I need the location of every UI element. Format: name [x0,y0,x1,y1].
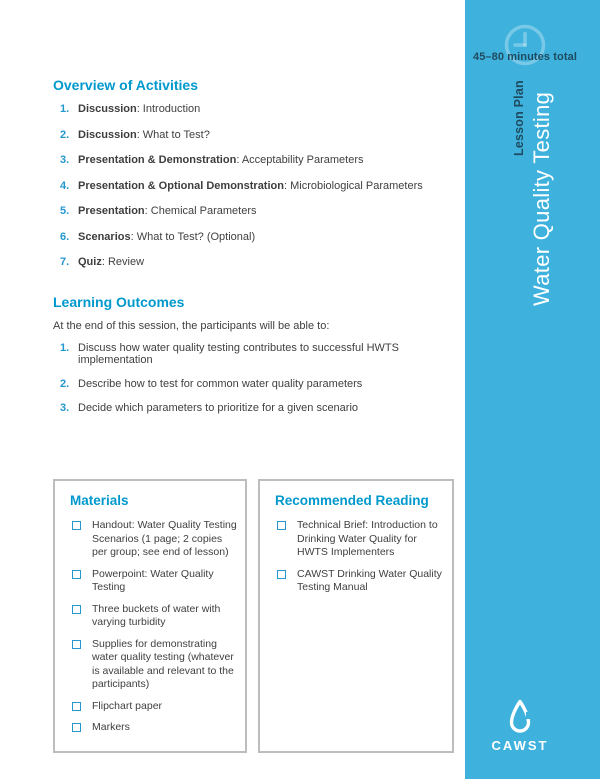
list-item [60,378,455,391]
item-activity-desc: : What to Test? (Optional) [130,230,256,243]
list-item [60,180,455,193]
list-item [60,402,455,415]
material-text: Supplies for demonstrating water quality testing (whatever is available and relevant to the participants) [92,637,234,690]
checkbox-icon [72,723,81,732]
item-activity-type: Discussion [78,128,137,141]
materials-heading: Materials [70,493,129,508]
checkbox-icon [277,521,286,530]
checkbox-icon [72,570,81,579]
item-activity-type: Presentation [78,205,145,217]
list-item [72,638,237,692]
item-activity-desc: : Chemical Parameters [144,205,257,217]
activities-list [53,103,455,269]
water-drop-icon [508,699,532,735]
item-activity-desc: : Microbiological Parameters [283,179,423,192]
cawst-wordmark: CAWST [491,738,549,753]
item-number: 2. [60,128,70,141]
outcome-text: Decide which parameters to prioritize for a given scenario [78,402,359,414]
material-text: Markers [92,721,130,733]
page-title: Water Quality Testing [529,91,554,306]
material-text: Handout: Water Quality Testing Scenarios (1 page; 2 copies per group; see end of lesson) [92,519,237,558]
list-item [72,603,237,630]
list-item [72,568,237,595]
drop-notch [526,712,533,719]
list-item [60,154,455,167]
material-text: Powerpoint: Water Quality Testing [92,567,214,593]
duration-label: 45–80 minutes total [473,51,577,63]
overview-heading: Overview of Activities [53,77,198,93]
item-activity-type: Discussion [78,103,137,115]
item-activity-desc: : Review [101,256,145,268]
outcomes-list [53,342,455,415]
material-text: Three buckets of water with varying turbidity [92,602,221,628]
item-activity-desc: : Introduction [136,103,201,115]
outcome-text: Describe how to test for common water quality parameters [78,378,363,390]
item-number: 3. [60,402,70,414]
learning-outcomes-heading: Learning Outcomes [53,293,185,310]
item-activity-desc: : Acceptability Parameters [236,154,364,166]
list-item [60,129,455,142]
item-number: 1. [60,103,70,115]
reading-list [275,519,444,595]
list-item [60,231,455,244]
list-item [60,205,455,218]
item-activity-type: Presentation & Demonstration [78,154,237,166]
item-number: 3. [60,154,70,166]
list-item [60,103,455,116]
list-item [60,342,455,367]
item-number: 7. [60,256,70,268]
list-item [72,721,237,735]
list-item [72,519,237,560]
list-item [72,700,237,714]
list-item [277,519,444,560]
cawst-logo [465,699,575,753]
sidebar [465,0,600,779]
item-number: 5. [60,205,70,217]
learning-outcomes-intro: At the end of this session, the participants will be able to: [53,319,330,332]
list-item [60,256,455,269]
main-content [53,70,455,426]
item-activity-type: Quiz [78,256,102,268]
checkbox-icon [277,570,286,579]
checkbox-icon [72,702,81,711]
materials-list [70,519,237,735]
item-number: 6. [60,230,70,243]
checkbox-icon [72,640,81,649]
recommended-reading-box [258,479,454,753]
recommended-reading-heading: Recommended Reading [275,493,429,508]
item-number: 1. [60,341,70,354]
item-number: 2. [60,378,70,390]
item-activity-desc: : What to Test? [136,128,210,141]
list-item [277,568,444,595]
outcome-text: Discuss how water quality testing contributes to successful HWTS implementation [78,341,399,366]
item-number: 4. [60,179,70,192]
item-activity-type: Scenarios [78,230,131,243]
reading-text: CAWST Drinking Water Quality Testing Manual [297,567,442,593]
item-activity-type: Presentation & Optional Demonstration [78,179,284,192]
materials-box [53,479,247,753]
material-text: Flipchart paper [92,699,163,712]
reading-text: Technical Brief: Introduction to Drinking Water Quality for HWTS Implementers [297,519,438,558]
checkbox-icon [72,521,81,530]
checkbox-icon [72,605,81,614]
doc-type-label: Lesson Plan [512,80,526,156]
